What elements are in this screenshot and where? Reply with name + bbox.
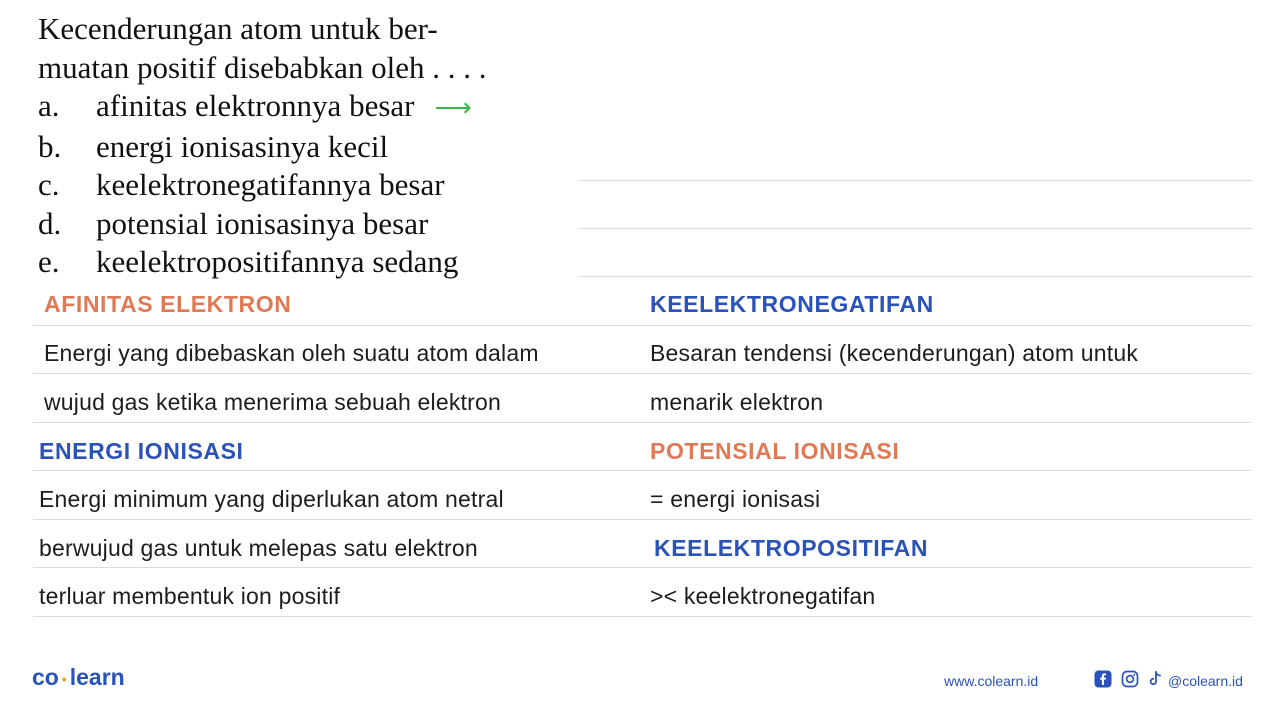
ruled-line [578, 276, 1252, 277]
keelektropositifan-definition: >< keelektronegatifan [650, 583, 876, 609]
heading-energi-ionisasi: ENERGI IONISASI [39, 438, 244, 464]
keelektronegatifan-definition-line-1: Besaran tendensi (kecenderungan) atom untuk [650, 340, 1139, 366]
logo-text-co: co [32, 664, 59, 690]
option-d [38, 205, 487, 244]
ruled-line [578, 180, 1252, 181]
energi-ionisasi-definition-line-2: berwujud gas untuk melepas satu elektron [39, 535, 478, 561]
logo-text-learn: learn [69, 664, 125, 690]
option-text: keelektropositifannya sedang [96, 244, 459, 279]
logo-dot: • [61, 670, 67, 687]
social-handle: @colearn.id [1168, 673, 1243, 689]
option-text: keelektronegatifannya besar [96, 167, 445, 202]
option-letter: b. [38, 128, 62, 164]
ruled-line [33, 373, 1252, 374]
option-e [38, 243, 487, 282]
option-b [38, 128, 487, 167]
option-text: energi ionisasinya kecil [96, 128, 389, 164]
option-letter: e. [38, 244, 60, 279]
potensial-ionisasi-definition: = energi ionisasi [650, 486, 821, 512]
heading-keelektropositifan: KEELEKTROPOSITIFAN [654, 535, 929, 561]
keelektronegatifan-definition-line-2: menarik elektron [650, 389, 824, 415]
question-block [38, 10, 487, 282]
option-c [38, 166, 487, 205]
instagram-icon [1121, 670, 1139, 688]
option-text: afinitas elektronnya besar [96, 88, 415, 123]
question-line-2: muatan positif disebabkan oleh . . . . [38, 49, 487, 85]
option-letter: d. [38, 205, 62, 241]
heading-potensial-ionisasi: POTENSIAL IONISASI [650, 438, 900, 464]
heading-keelektronegatifan: KEELEKTRONEGATIFAN [650, 291, 934, 317]
option-a [38, 87, 487, 128]
afinitas-definition-line-2: wujud gas ketika menerima sebuah elektron [44, 389, 501, 415]
ruled-line [33, 470, 1252, 471]
website-url: www.colearn.id [944, 673, 1039, 689]
question-line-1: Kecenderungan atom untuk ber- [38, 11, 438, 46]
ruled-line [33, 567, 1252, 568]
energi-ionisasi-definition-line-3: terluar membentuk ion positif [39, 583, 341, 609]
ruled-line [33, 422, 1252, 423]
option-text: potensial ionisasinya besar [96, 205, 429, 241]
ruled-line [578, 228, 1252, 229]
facebook-icon [1094, 670, 1112, 688]
energi-ionisasi-definition-line-1: Energi minimum yang diperlukan atom netral [39, 486, 504, 512]
afinitas-definition-line-1: Energi yang dibebaskan oleh suatu atom dalam [44, 340, 539, 366]
option-letter: c. [38, 167, 60, 202]
ruled-line [33, 616, 1252, 617]
ruled-line [33, 325, 1252, 326]
arrow-icon: ⟶ [434, 93, 472, 122]
option-letter: a. [38, 88, 60, 123]
ruled-line [33, 519, 1252, 520]
colearn-logo [32, 664, 125, 691]
tiktok-icon [1146, 670, 1164, 688]
heading-afinitas-elektron: AFINITAS ELEKTRON [44, 291, 292, 317]
